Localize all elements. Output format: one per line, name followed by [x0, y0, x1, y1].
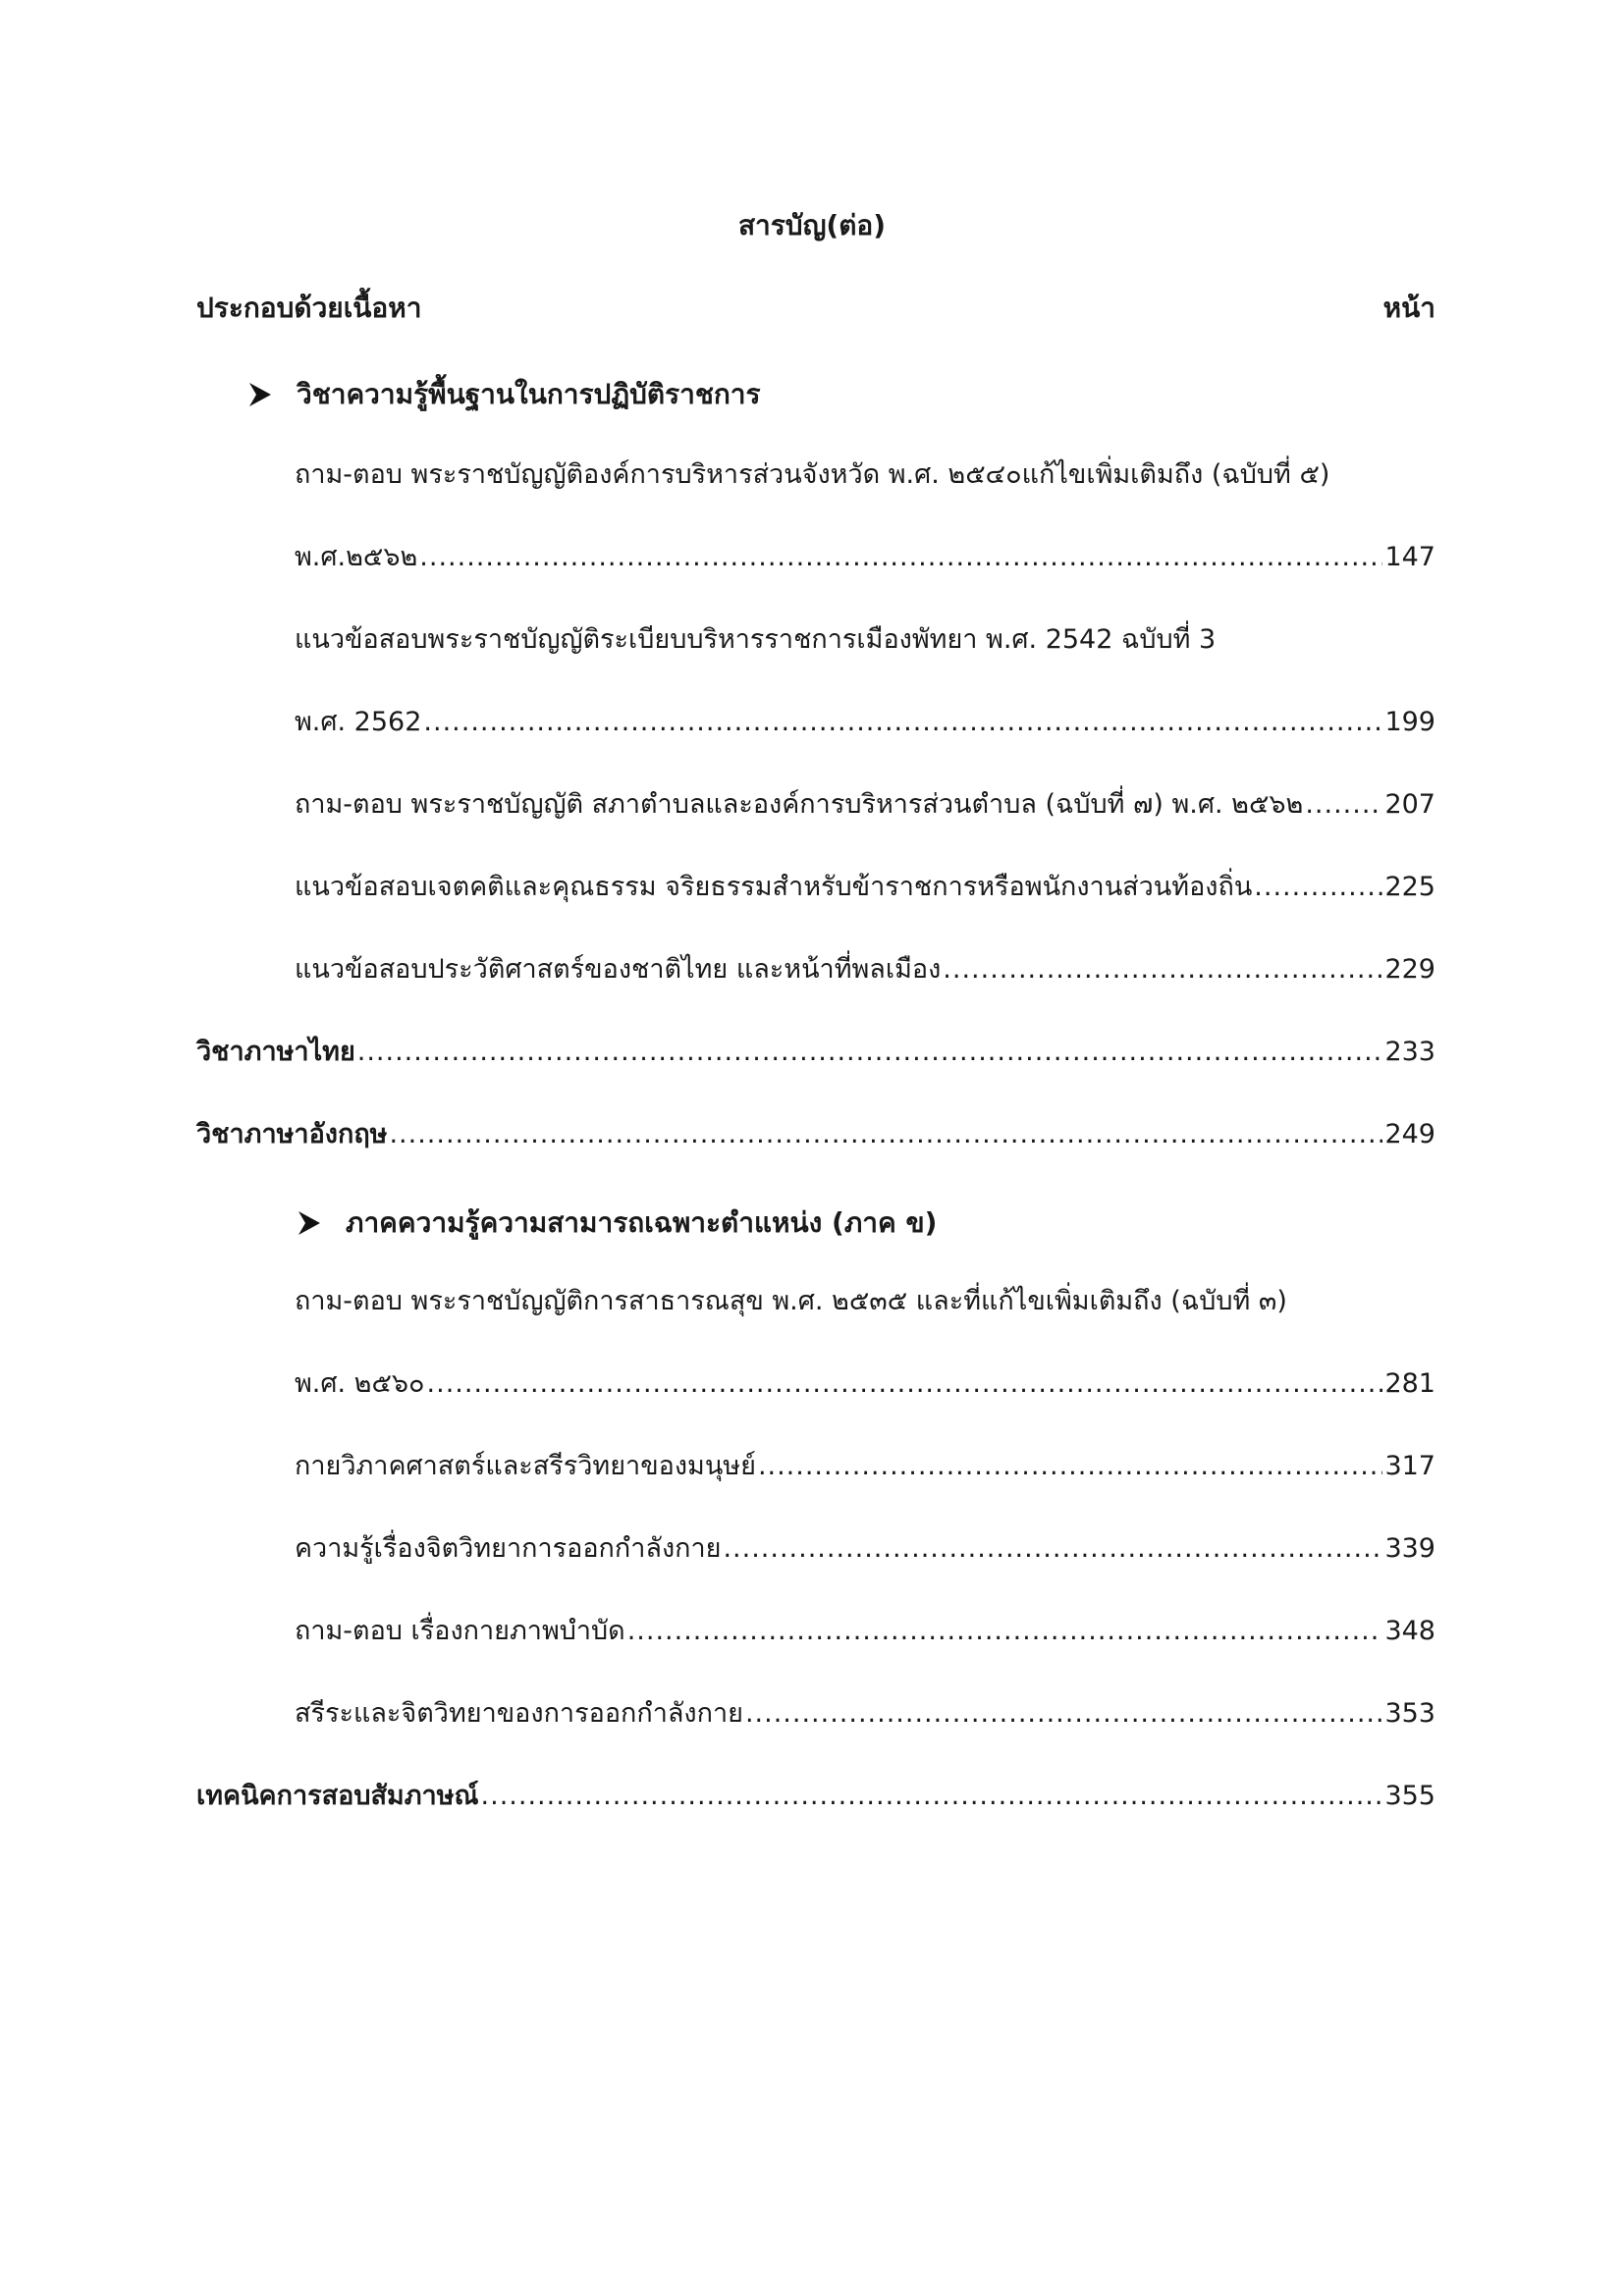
- toc-entry[interactable]: [295, 1364, 1435, 1404]
- toc-entry-line: ถาม-ตอบ พระราชบัญญัติการสาธารณสุข พ.ศ. ๒๕๓๕ และที่แก้ไขเพิ่มเติมถึง (ฉบับที่ ๓): [295, 1286, 1287, 1316]
- section-heading-text: ภาคความรู้ความสามารถเฉพาะตำแหน่ง (ภาค ข): [346, 1206, 938, 1239]
- toc-entry-text: สรีระและจิตวิทยาของการออกกำลังกาย: [295, 1698, 743, 1729]
- page-number: 355: [1384, 1781, 1435, 1811]
- toc-entry-text: กายวิภาคศาสตร์และสรีรวิทยาของมนุษย์: [295, 1451, 756, 1481]
- arrow-bullet-icon: [249, 383, 271, 406]
- toc-entry-line: ถาม-ตอบ พระราชบัญญัติองค์การบริหารส่วนจังหวัด พ.ศ. ๒๕๔๐แก้ไขเพิ่มเติมถึง (ฉบับที่ ๕): [295, 459, 1330, 490]
- toc-entry[interactable]: [196, 1033, 1435, 1072]
- section-heading-text: วิชาความรู้พื้นฐานในการปฏิบัติราชการ: [297, 378, 761, 410]
- page-number: 353: [1384, 1698, 1435, 1729]
- toc-entry[interactable]: [295, 703, 1435, 742]
- toc-entry[interactable]: [295, 1447, 1435, 1486]
- page-number: 281: [1384, 1368, 1435, 1399]
- toc-entry[interactable]: [196, 1777, 1435, 1816]
- page-title: สารบัญ(ต่อ): [737, 209, 887, 241]
- page-number: 249: [1384, 1119, 1435, 1149]
- toc-header: [196, 287, 1435, 330]
- toc-entry-text: ถาม-ตอบ เรื่องกายภาพบำบัด: [295, 1616, 625, 1646]
- section-heading: [249, 373, 761, 416]
- toc-entry[interactable]: [295, 1694, 1435, 1734]
- leader-dots: [745, 1694, 1383, 1734]
- toc-entry-text: วิชาภาษาอังกฤษ: [196, 1119, 388, 1149]
- leader-dots: [723, 1529, 1382, 1569]
- toc-entry-text: เทคนิคการสอบสัมภาษณ์: [196, 1781, 479, 1811]
- leader-dots: [481, 1777, 1383, 1816]
- toc-entry-text: พ.ศ. 2562: [295, 707, 422, 737]
- toc-entry[interactable]: [295, 868, 1435, 907]
- toc-entry-text: แนวข้อสอบเจตคติและคุณธรรม จริยธรรมสำหรับข้าราชการหรือพนักงานส่วนท้องถิ่น: [295, 872, 1253, 902]
- leader-dots: [389, 1115, 1382, 1154]
- page-number: 229: [1384, 954, 1435, 985]
- page-number: 147: [1384, 542, 1435, 572]
- toc-entry[interactable]: [295, 785, 1435, 825]
- toc-entry-text: พ.ศ.๒๕๖๒: [295, 542, 418, 572]
- toc-entry-text: ความรู้เรื่องจิตวิทยาการออกกำลังกาย: [295, 1533, 722, 1564]
- toc-entry-text: พ.ศ. ๒๕๖๐: [295, 1368, 425, 1399]
- leader-dots: [627, 1612, 1383, 1651]
- toc-entry-text: แนวข้อสอบประวัติศาสตร์ของชาติไทย และหน้าที่พลเมือง: [295, 954, 942, 985]
- toc-entry[interactable]: [295, 1612, 1435, 1651]
- toc-entry-text: ถาม-ตอบ พระราชบัญญัติ สภาตำบลและองค์การบริหารส่วนตำบล (ฉบับที่ ๗) พ.ศ. ๒๕๖๒: [295, 789, 1304, 820]
- leader-dots: [1305, 785, 1382, 825]
- toc-entry[interactable]: [295, 950, 1435, 989]
- page-number: 199: [1384, 707, 1435, 737]
- toc-entry[interactable]: [196, 1115, 1435, 1154]
- leader-dots: [1254, 868, 1382, 907]
- page-number: 207: [1384, 789, 1435, 820]
- page-number: 225: [1384, 872, 1435, 902]
- section-heading: [298, 1201, 937, 1245]
- toc-entry-text: วิชาภาษาไทย: [196, 1037, 355, 1067]
- page-number: 348: [1384, 1616, 1435, 1646]
- toc-entry-line: แนวข้อสอบพระราชบัญญัติระเบียบบริหารราชการเมืองพัทยา พ.ศ. 2542 ฉบับที่ 3: [295, 624, 1217, 655]
- toc-entry[interactable]: [295, 538, 1435, 577]
- toc-entry[interactable]: [295, 1529, 1435, 1569]
- arrow-bullet-icon: [298, 1211, 320, 1235]
- leader-dots: [423, 703, 1382, 742]
- leader-dots: [357, 1033, 1383, 1072]
- leader-dots: [427, 1364, 1383, 1404]
- page-number: 339: [1384, 1533, 1435, 1564]
- page-number: 317: [1384, 1451, 1435, 1481]
- page-column-label: หน้า: [1382, 292, 1435, 324]
- leader-dots: [758, 1447, 1383, 1486]
- contents-label: ประกอบด้วยเนื้อหา: [196, 292, 422, 324]
- leader-dots: [419, 538, 1382, 577]
- leader-dots: [943, 950, 1382, 989]
- page-number: 233: [1384, 1037, 1435, 1067]
